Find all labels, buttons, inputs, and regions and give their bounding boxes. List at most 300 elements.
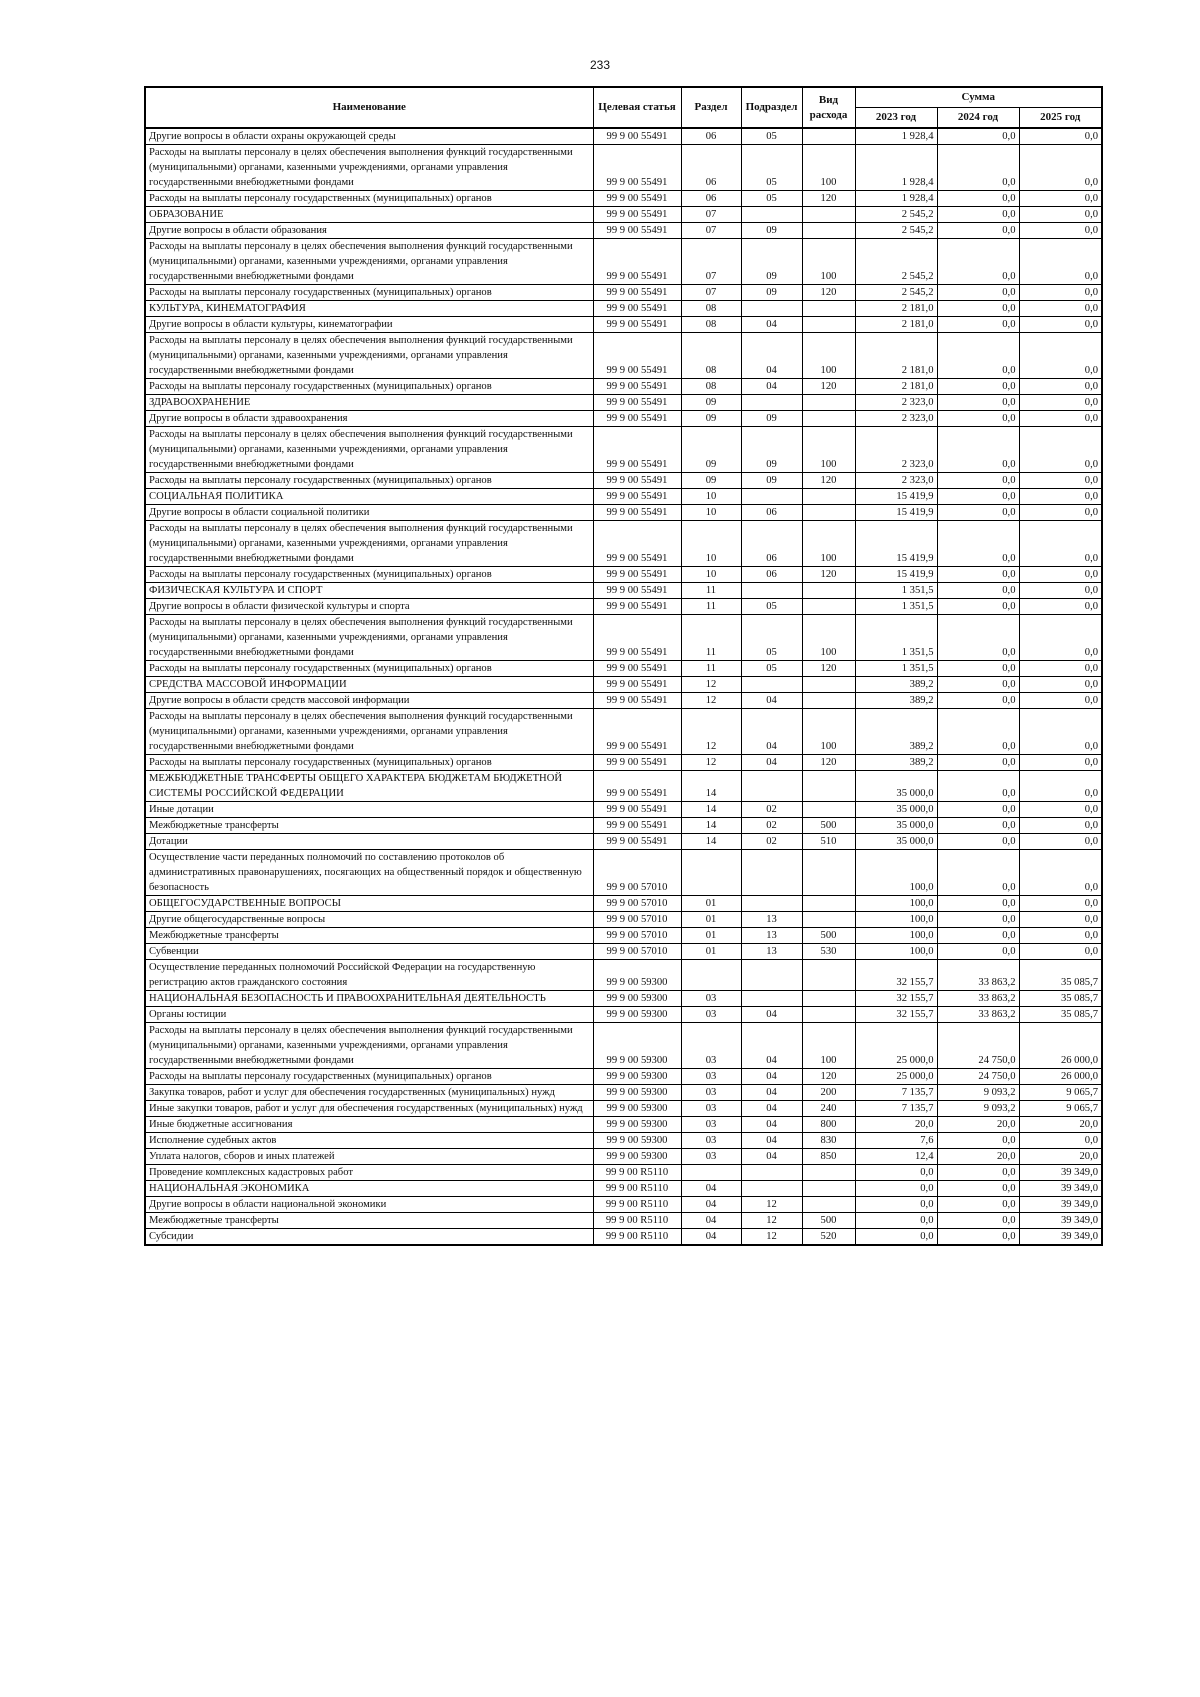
cell-2024: 0,0 xyxy=(937,567,1019,583)
cell-expense-kind: 100 xyxy=(802,239,855,285)
budget-table xyxy=(144,86,1103,1246)
cell-name: Другие вопросы в области физической культуры и спорта xyxy=(145,599,593,615)
cell-expense-kind xyxy=(802,489,855,505)
cell-expense-kind xyxy=(802,1165,855,1181)
cell-2023: 25 000,0 xyxy=(855,1069,937,1085)
cell-2024: 0,0 xyxy=(937,223,1019,239)
cell-target-article: 99 9 00 55491 xyxy=(593,771,681,802)
cell-2023: 12,4 xyxy=(855,1149,937,1165)
cell-2025: 0,0 xyxy=(1019,709,1102,755)
cell-name: Другие общегосударственные вопросы xyxy=(145,912,593,928)
cell-2025: 0,0 xyxy=(1019,677,1102,693)
cell-target-article: 99 9 00 55491 xyxy=(593,567,681,583)
cell-2023: 2 181,0 xyxy=(855,301,937,317)
cell-target-article: 99 9 00 55491 xyxy=(593,709,681,755)
cell-2025: 26 000,0 xyxy=(1019,1069,1102,1085)
cell-expense-kind: 100 xyxy=(802,1023,855,1069)
cell-subsection: 09 xyxy=(741,285,802,301)
cell-name: Расходы на выплаты персоналу в целях обеспечения выполнения функций государственными (муниципальными) органами, казенными учреждениями, органами управления государственными внебюджетными фондами xyxy=(145,333,593,379)
cell-expense-kind xyxy=(802,599,855,615)
table-row xyxy=(145,1197,1102,1213)
cell-2023: 0,0 xyxy=(855,1165,937,1181)
table-body xyxy=(145,128,1102,1245)
header-subsection: Подраздел xyxy=(741,87,802,128)
cell-target-article: 99 9 00 55491 xyxy=(593,834,681,850)
cell-section: 10 xyxy=(681,505,741,521)
cell-section: 03 xyxy=(681,1023,741,1069)
cell-target-article: 99 9 00 59300 xyxy=(593,1133,681,1149)
cell-subsection: 04 xyxy=(741,709,802,755)
table-row xyxy=(145,317,1102,333)
cell-section: 04 xyxy=(681,1229,741,1246)
cell-subsection: 02 xyxy=(741,834,802,850)
cell-expense-kind xyxy=(802,223,855,239)
cell-section: 12 xyxy=(681,677,741,693)
cell-target-article: 99 9 00 59300 xyxy=(593,1101,681,1117)
table-row xyxy=(145,567,1102,583)
cell-name: Органы юстиции xyxy=(145,1007,593,1023)
cell-name: Другие вопросы в области социальной политики xyxy=(145,505,593,521)
cell-subsection xyxy=(741,850,802,896)
table-row xyxy=(145,145,1102,191)
cell-2024: 0,0 xyxy=(937,771,1019,802)
cell-name: Расходы на выплаты персоналу государственных (муниципальных) органов xyxy=(145,661,593,677)
cell-name: Расходы на выплаты персоналу государственных (муниципальных) органов xyxy=(145,191,593,207)
cell-2025: 0,0 xyxy=(1019,239,1102,285)
cell-expense-kind xyxy=(802,128,855,145)
table-row xyxy=(145,1117,1102,1133)
cell-2024: 20,0 xyxy=(937,1149,1019,1165)
cell-expense-kind: 240 xyxy=(802,1101,855,1117)
cell-expense-kind xyxy=(802,317,855,333)
cell-name: Иные закупки товаров, работ и услуг для обеспечения государственных (муниципальных) нужд xyxy=(145,1101,593,1117)
cell-2024: 20,0 xyxy=(937,1117,1019,1133)
table-row xyxy=(145,912,1102,928)
cell-2024: 0,0 xyxy=(937,834,1019,850)
cell-target-article: 99 9 00 55491 xyxy=(593,489,681,505)
cell-2024: 0,0 xyxy=(937,239,1019,285)
cell-section: 09 xyxy=(681,473,741,489)
cell-name: Расходы на выплаты персоналу в целях обеспечения выполнения функций государственными (муниципальными) органами, казенными учреждениями, органами управления государственными внебюджетными фондами xyxy=(145,709,593,755)
cell-section: 06 xyxy=(681,145,741,191)
table-row xyxy=(145,1213,1102,1229)
cell-2025: 0,0 xyxy=(1019,771,1102,802)
cell-name: Расходы на выплаты персоналу государственных (муниципальных) органов xyxy=(145,1069,593,1085)
cell-target-article: 99 9 00 55491 xyxy=(593,239,681,285)
cell-2024: 0,0 xyxy=(937,505,1019,521)
cell-2023: 35 000,0 xyxy=(855,802,937,818)
cell-target-article: 99 9 00 55491 xyxy=(593,395,681,411)
cell-2023: 389,2 xyxy=(855,677,937,693)
cell-2023: 389,2 xyxy=(855,693,937,709)
cell-name: Исполнение судебных актов xyxy=(145,1133,593,1149)
cell-2025: 0,0 xyxy=(1019,145,1102,191)
cell-name: Закупка товаров, работ и услуг для обеспечения государственных (муниципальных) нужд xyxy=(145,1085,593,1101)
table-row xyxy=(145,1023,1102,1069)
cell-2025: 0,0 xyxy=(1019,207,1102,223)
cell-name: Межбюджетные трансферты xyxy=(145,928,593,944)
cell-name: Другие вопросы в области средств массовой информации xyxy=(145,693,593,709)
cell-2025: 0,0 xyxy=(1019,411,1102,427)
cell-subsection: 04 xyxy=(741,1133,802,1149)
header-expense-kind: Вид расхода xyxy=(802,87,855,128)
cell-2024: 0,0 xyxy=(937,850,1019,896)
cell-2024: 9 093,2 xyxy=(937,1085,1019,1101)
table-row xyxy=(145,1007,1102,1023)
cell-name: Расходы на выплаты персоналу в целях обеспечения выполнения функций государственными (муниципальными) органами, казенными учреждениями, органами управления государственными внебюджетными фондами xyxy=(145,615,593,661)
cell-section: 08 xyxy=(681,301,741,317)
cell-target-article: 99 9 00 59300 xyxy=(593,1085,681,1101)
cell-target-article: 99 9 00 55491 xyxy=(593,802,681,818)
cell-name: Субсидии xyxy=(145,1229,593,1246)
cell-name: Расходы на выплаты персоналу государственных (муниципальных) органов xyxy=(145,567,593,583)
table-row xyxy=(145,1101,1102,1117)
cell-target-article: 99 9 00 R5110 xyxy=(593,1197,681,1213)
cell-2025: 0,0 xyxy=(1019,583,1102,599)
cell-target-article: 99 9 00 55491 xyxy=(593,755,681,771)
cell-2023: 2 323,0 xyxy=(855,395,937,411)
cell-2025: 0,0 xyxy=(1019,333,1102,379)
cell-section: 04 xyxy=(681,1213,741,1229)
cell-target-article: 99 9 00 55491 xyxy=(593,427,681,473)
cell-name: Расходы на выплаты персоналу в целях обеспечения выполнения функций государственными (муниципальными) органами, казенными учреждениями, органами управления государственными внебюджетными фондами xyxy=(145,427,593,473)
cell-name: Другие вопросы в области здравоохранения xyxy=(145,411,593,427)
cell-2024: 0,0 xyxy=(937,333,1019,379)
cell-2025: 39 349,0 xyxy=(1019,1197,1102,1213)
table-row xyxy=(145,473,1102,489)
cell-2025: 0,0 xyxy=(1019,850,1102,896)
cell-expense-kind xyxy=(802,850,855,896)
cell-expense-kind xyxy=(802,991,855,1007)
cell-2024: 0,0 xyxy=(937,709,1019,755)
header-year-2025: 2025 год xyxy=(1019,108,1102,129)
table-row xyxy=(145,850,1102,896)
cell-name: Осуществление переданных полномочий Российской Федерации на государственную регистрацию актов гражданского состояния xyxy=(145,960,593,991)
cell-target-article: 99 9 00 55491 xyxy=(593,223,681,239)
table-row xyxy=(145,944,1102,960)
cell-2024: 0,0 xyxy=(937,1229,1019,1246)
cell-expense-kind: 100 xyxy=(802,615,855,661)
cell-2023: 2 545,2 xyxy=(855,285,937,301)
cell-expense-kind xyxy=(802,693,855,709)
cell-2025: 0,0 xyxy=(1019,567,1102,583)
cell-2024: 0,0 xyxy=(937,145,1019,191)
cell-2024: 24 750,0 xyxy=(937,1069,1019,1085)
cell-subsection xyxy=(741,771,802,802)
table-row xyxy=(145,411,1102,427)
cell-section: 09 xyxy=(681,411,741,427)
cell-section: 07 xyxy=(681,223,741,239)
cell-subsection: 04 xyxy=(741,1149,802,1165)
cell-2025: 0,0 xyxy=(1019,834,1102,850)
cell-name: Осуществление части переданных полномочий по составлению протоколов об административных правонарушениях, посягающих на общественный порядок и общественную безопасность xyxy=(145,850,593,896)
table-row xyxy=(145,505,1102,521)
cell-2025: 0,0 xyxy=(1019,599,1102,615)
header-sum: Сумма xyxy=(855,87,1102,108)
cell-subsection: 04 xyxy=(741,1101,802,1117)
cell-2025: 0,0 xyxy=(1019,521,1102,567)
cell-2025: 35 085,7 xyxy=(1019,991,1102,1007)
table-row xyxy=(145,818,1102,834)
cell-section: 03 xyxy=(681,1117,741,1133)
cell-subsection xyxy=(741,1181,802,1197)
cell-2024: 0,0 xyxy=(937,1165,1019,1181)
cell-subsection: 05 xyxy=(741,615,802,661)
cell-subsection: 09 xyxy=(741,239,802,285)
cell-expense-kind: 520 xyxy=(802,1229,855,1246)
cell-expense-kind: 530 xyxy=(802,944,855,960)
header-year-2023: 2023 год xyxy=(855,108,937,129)
header-year-2024: 2024 год xyxy=(937,108,1019,129)
cell-section: 03 xyxy=(681,1101,741,1117)
cell-2025: 0,0 xyxy=(1019,191,1102,207)
cell-2025: 0,0 xyxy=(1019,944,1102,960)
table-row xyxy=(145,1181,1102,1197)
cell-subsection: 04 xyxy=(741,333,802,379)
table-row xyxy=(145,755,1102,771)
cell-section: 08 xyxy=(681,333,741,379)
table-row xyxy=(145,239,1102,285)
cell-2023: 35 000,0 xyxy=(855,818,937,834)
cell-name: Расходы на выплаты персоналу в целях обеспечения выполнения функций государственными (муниципальными) органами, казенными учреждениями, органами управления государственными внебюджетными фондами xyxy=(145,1023,593,1069)
cell-2023: 7 135,7 xyxy=(855,1085,937,1101)
cell-subsection: 02 xyxy=(741,818,802,834)
cell-2024: 33 863,2 xyxy=(937,1007,1019,1023)
cell-subsection: 13 xyxy=(741,928,802,944)
cell-name: Другие вопросы в области охраны окружающей среды xyxy=(145,128,593,145)
table-row xyxy=(145,1229,1102,1246)
cell-expense-kind: 120 xyxy=(802,661,855,677)
cell-section: 01 xyxy=(681,928,741,944)
cell-subsection: 13 xyxy=(741,912,802,928)
cell-section: 12 xyxy=(681,693,741,709)
cell-2023: 0,0 xyxy=(855,1229,937,1246)
table-row xyxy=(145,223,1102,239)
table-row xyxy=(145,207,1102,223)
cell-name: Расходы на выплаты персоналу государственных (муниципальных) органов xyxy=(145,473,593,489)
cell-2024: 0,0 xyxy=(937,693,1019,709)
cell-expense-kind xyxy=(802,1181,855,1197)
cell-2023: 100,0 xyxy=(855,912,937,928)
cell-expense-kind xyxy=(802,912,855,928)
cell-2024: 0,0 xyxy=(937,1133,1019,1149)
cell-name: Субвенции xyxy=(145,944,593,960)
cell-2023: 100,0 xyxy=(855,850,937,896)
cell-2023: 0,0 xyxy=(855,1213,937,1229)
cell-2023: 32 155,7 xyxy=(855,1007,937,1023)
cell-subsection: 06 xyxy=(741,567,802,583)
cell-section: 03 xyxy=(681,1007,741,1023)
cell-2025: 39 349,0 xyxy=(1019,1181,1102,1197)
cell-target-article: 99 9 00 55491 xyxy=(593,599,681,615)
cell-target-article: 99 9 00 59300 xyxy=(593,1007,681,1023)
cell-expense-kind xyxy=(802,1007,855,1023)
cell-expense-kind xyxy=(802,771,855,802)
cell-2025: 0,0 xyxy=(1019,379,1102,395)
cell-target-article: 99 9 00 57010 xyxy=(593,912,681,928)
cell-expense-kind: 120 xyxy=(802,755,855,771)
cell-name: Иные дотации xyxy=(145,802,593,818)
cell-2023: 2 545,2 xyxy=(855,223,937,239)
cell-2024: 0,0 xyxy=(937,928,1019,944)
cell-section: 07 xyxy=(681,285,741,301)
cell-target-article: 99 9 00 55491 xyxy=(593,677,681,693)
cell-subsection: 05 xyxy=(741,599,802,615)
cell-section: 10 xyxy=(681,567,741,583)
cell-subsection xyxy=(741,677,802,693)
cell-expense-kind: 510 xyxy=(802,834,855,850)
table-row xyxy=(145,960,1102,991)
cell-2023: 15 419,9 xyxy=(855,489,937,505)
cell-expense-kind: 120 xyxy=(802,1069,855,1085)
cell-2023: 20,0 xyxy=(855,1117,937,1133)
cell-2025: 0,0 xyxy=(1019,693,1102,709)
cell-2025: 0,0 xyxy=(1019,505,1102,521)
cell-subsection: 06 xyxy=(741,521,802,567)
cell-2024: 0,0 xyxy=(937,944,1019,960)
cell-section: 03 xyxy=(681,1133,741,1149)
cell-2023: 7,6 xyxy=(855,1133,937,1149)
cell-name: НАЦИОНАЛЬНАЯ БЕЗОПАСНОСТЬ И ПРАВООХРАНИТЕЛЬНАЯ ДЕЯТЕЛЬНОСТЬ xyxy=(145,991,593,1007)
cell-2025: 39 349,0 xyxy=(1019,1213,1102,1229)
cell-name: Межбюджетные трансферты xyxy=(145,1213,593,1229)
cell-2024: 0,0 xyxy=(937,301,1019,317)
cell-2023: 2 181,0 xyxy=(855,317,937,333)
table-row xyxy=(145,928,1102,944)
cell-subsection xyxy=(741,207,802,223)
cell-target-article: 99 9 00 55491 xyxy=(593,521,681,567)
table-row xyxy=(145,802,1102,818)
cell-subsection xyxy=(741,395,802,411)
cell-2023: 0,0 xyxy=(855,1197,937,1213)
cell-section: 08 xyxy=(681,379,741,395)
cell-2023: 15 419,9 xyxy=(855,567,937,583)
cell-section xyxy=(681,1165,741,1181)
cell-target-article: 99 9 00 59300 xyxy=(593,1069,681,1085)
cell-expense-kind xyxy=(802,207,855,223)
cell-2025: 0,0 xyxy=(1019,317,1102,333)
cell-subsection xyxy=(741,583,802,599)
cell-2023: 2 323,0 xyxy=(855,411,937,427)
cell-2024: 0,0 xyxy=(937,191,1019,207)
cell-2024: 24 750,0 xyxy=(937,1023,1019,1069)
cell-2023: 1 351,5 xyxy=(855,661,937,677)
cell-target-article: 99 9 00 55491 xyxy=(593,505,681,521)
cell-2025: 39 349,0 xyxy=(1019,1165,1102,1181)
cell-section: 11 xyxy=(681,615,741,661)
cell-section: 11 xyxy=(681,661,741,677)
cell-2025: 0,0 xyxy=(1019,818,1102,834)
cell-target-article: 99 9 00 55491 xyxy=(593,379,681,395)
cell-2025: 0,0 xyxy=(1019,896,1102,912)
cell-2024: 0,0 xyxy=(937,489,1019,505)
cell-section: 10 xyxy=(681,489,741,505)
cell-2024: 0,0 xyxy=(937,615,1019,661)
cell-2024: 0,0 xyxy=(937,677,1019,693)
cell-target-article: 99 9 00 55491 xyxy=(593,583,681,599)
cell-section: 03 xyxy=(681,991,741,1007)
cell-2025: 0,0 xyxy=(1019,285,1102,301)
cell-name: ОБЩЕГОСУДАРСТВЕННЫЕ ВОПРОСЫ xyxy=(145,896,593,912)
cell-expense-kind: 100 xyxy=(802,427,855,473)
cell-2024: 0,0 xyxy=(937,285,1019,301)
table-row xyxy=(145,301,1102,317)
table-row xyxy=(145,709,1102,755)
cell-2024: 0,0 xyxy=(937,896,1019,912)
cell-2023: 1 928,4 xyxy=(855,191,937,207)
cell-section: 04 xyxy=(681,1197,741,1213)
cell-name: Другие вопросы в области образования xyxy=(145,223,593,239)
cell-2023: 0,0 xyxy=(855,1181,937,1197)
table-row xyxy=(145,128,1102,145)
cell-expense-kind xyxy=(802,301,855,317)
cell-name: СРЕДСТВА МАССОВОЙ ИНФОРМАЦИИ xyxy=(145,677,593,693)
cell-subsection: 04 xyxy=(741,1085,802,1101)
cell-expense-kind: 500 xyxy=(802,818,855,834)
cell-subsection: 05 xyxy=(741,661,802,677)
cell-subsection xyxy=(741,489,802,505)
cell-2025: 0,0 xyxy=(1019,802,1102,818)
table-row xyxy=(145,521,1102,567)
cell-expense-kind: 120 xyxy=(802,191,855,207)
cell-section: 03 xyxy=(681,1085,741,1101)
cell-name: Расходы на выплаты персоналу государственных (муниципальных) органов xyxy=(145,755,593,771)
cell-target-article: 99 9 00 57010 xyxy=(593,928,681,944)
cell-target-article: 99 9 00 55491 xyxy=(593,333,681,379)
cell-2025: 0,0 xyxy=(1019,427,1102,473)
cell-subsection xyxy=(741,991,802,1007)
table-row xyxy=(145,379,1102,395)
cell-2025: 20,0 xyxy=(1019,1149,1102,1165)
cell-name: СОЦИАЛЬНАЯ ПОЛИТИКА xyxy=(145,489,593,505)
cell-expense-kind xyxy=(802,505,855,521)
cell-2023: 2 323,0 xyxy=(855,427,937,473)
cell-target-article: 99 9 00 55491 xyxy=(593,191,681,207)
cell-name: Другие вопросы в области национальной экономики xyxy=(145,1197,593,1213)
cell-section: 14 xyxy=(681,802,741,818)
cell-2025: 35 085,7 xyxy=(1019,960,1102,991)
cell-target-article: 99 9 00 55491 xyxy=(593,615,681,661)
cell-2023: 7 135,7 xyxy=(855,1101,937,1117)
cell-expense-kind: 500 xyxy=(802,928,855,944)
cell-subsection: 04 xyxy=(741,1069,802,1085)
cell-2024: 0,0 xyxy=(937,207,1019,223)
cell-2023: 389,2 xyxy=(855,755,937,771)
cell-2023: 1 928,4 xyxy=(855,128,937,145)
cell-section: 14 xyxy=(681,771,741,802)
cell-target-article: 99 9 00 55491 xyxy=(593,317,681,333)
cell-2023: 1 928,4 xyxy=(855,145,937,191)
cell-2024: 0,0 xyxy=(937,802,1019,818)
cell-target-article: 99 9 00 59300 xyxy=(593,1023,681,1069)
cell-2025: 0,0 xyxy=(1019,473,1102,489)
cell-2025: 9 065,7 xyxy=(1019,1101,1102,1117)
cell-target-article: 99 9 00 R5110 xyxy=(593,1229,681,1246)
cell-target-article: 99 9 00 55491 xyxy=(593,411,681,427)
cell-2025: 0,0 xyxy=(1019,301,1102,317)
cell-target-article: 99 9 00 55491 xyxy=(593,145,681,191)
cell-name: Межбюджетные трансферты xyxy=(145,818,593,834)
cell-name: Расходы на выплаты персоналу в целях обеспечения выполнения функций государственными (муниципальными) органами, казенными учреждениями, органами управления государственными внебюджетными фондами xyxy=(145,239,593,285)
cell-name: МЕЖБЮДЖЕТНЫЕ ТРАНСФЕРТЫ ОБЩЕГО ХАРАКТЕРА БЮДЖЕТАМ БЮДЖЕТНОЙ СИСТЕМЫ РОССИЙСКОЙ ФЕДЕРАЦИИ xyxy=(145,771,593,802)
cell-target-article: 99 9 00 59300 xyxy=(593,991,681,1007)
cell-subsection: 06 xyxy=(741,505,802,521)
cell-expense-kind: 120 xyxy=(802,379,855,395)
table-row xyxy=(145,1069,1102,1085)
cell-expense-kind: 100 xyxy=(802,333,855,379)
cell-2025: 26 000,0 xyxy=(1019,1023,1102,1069)
cell-subsection: 12 xyxy=(741,1213,802,1229)
